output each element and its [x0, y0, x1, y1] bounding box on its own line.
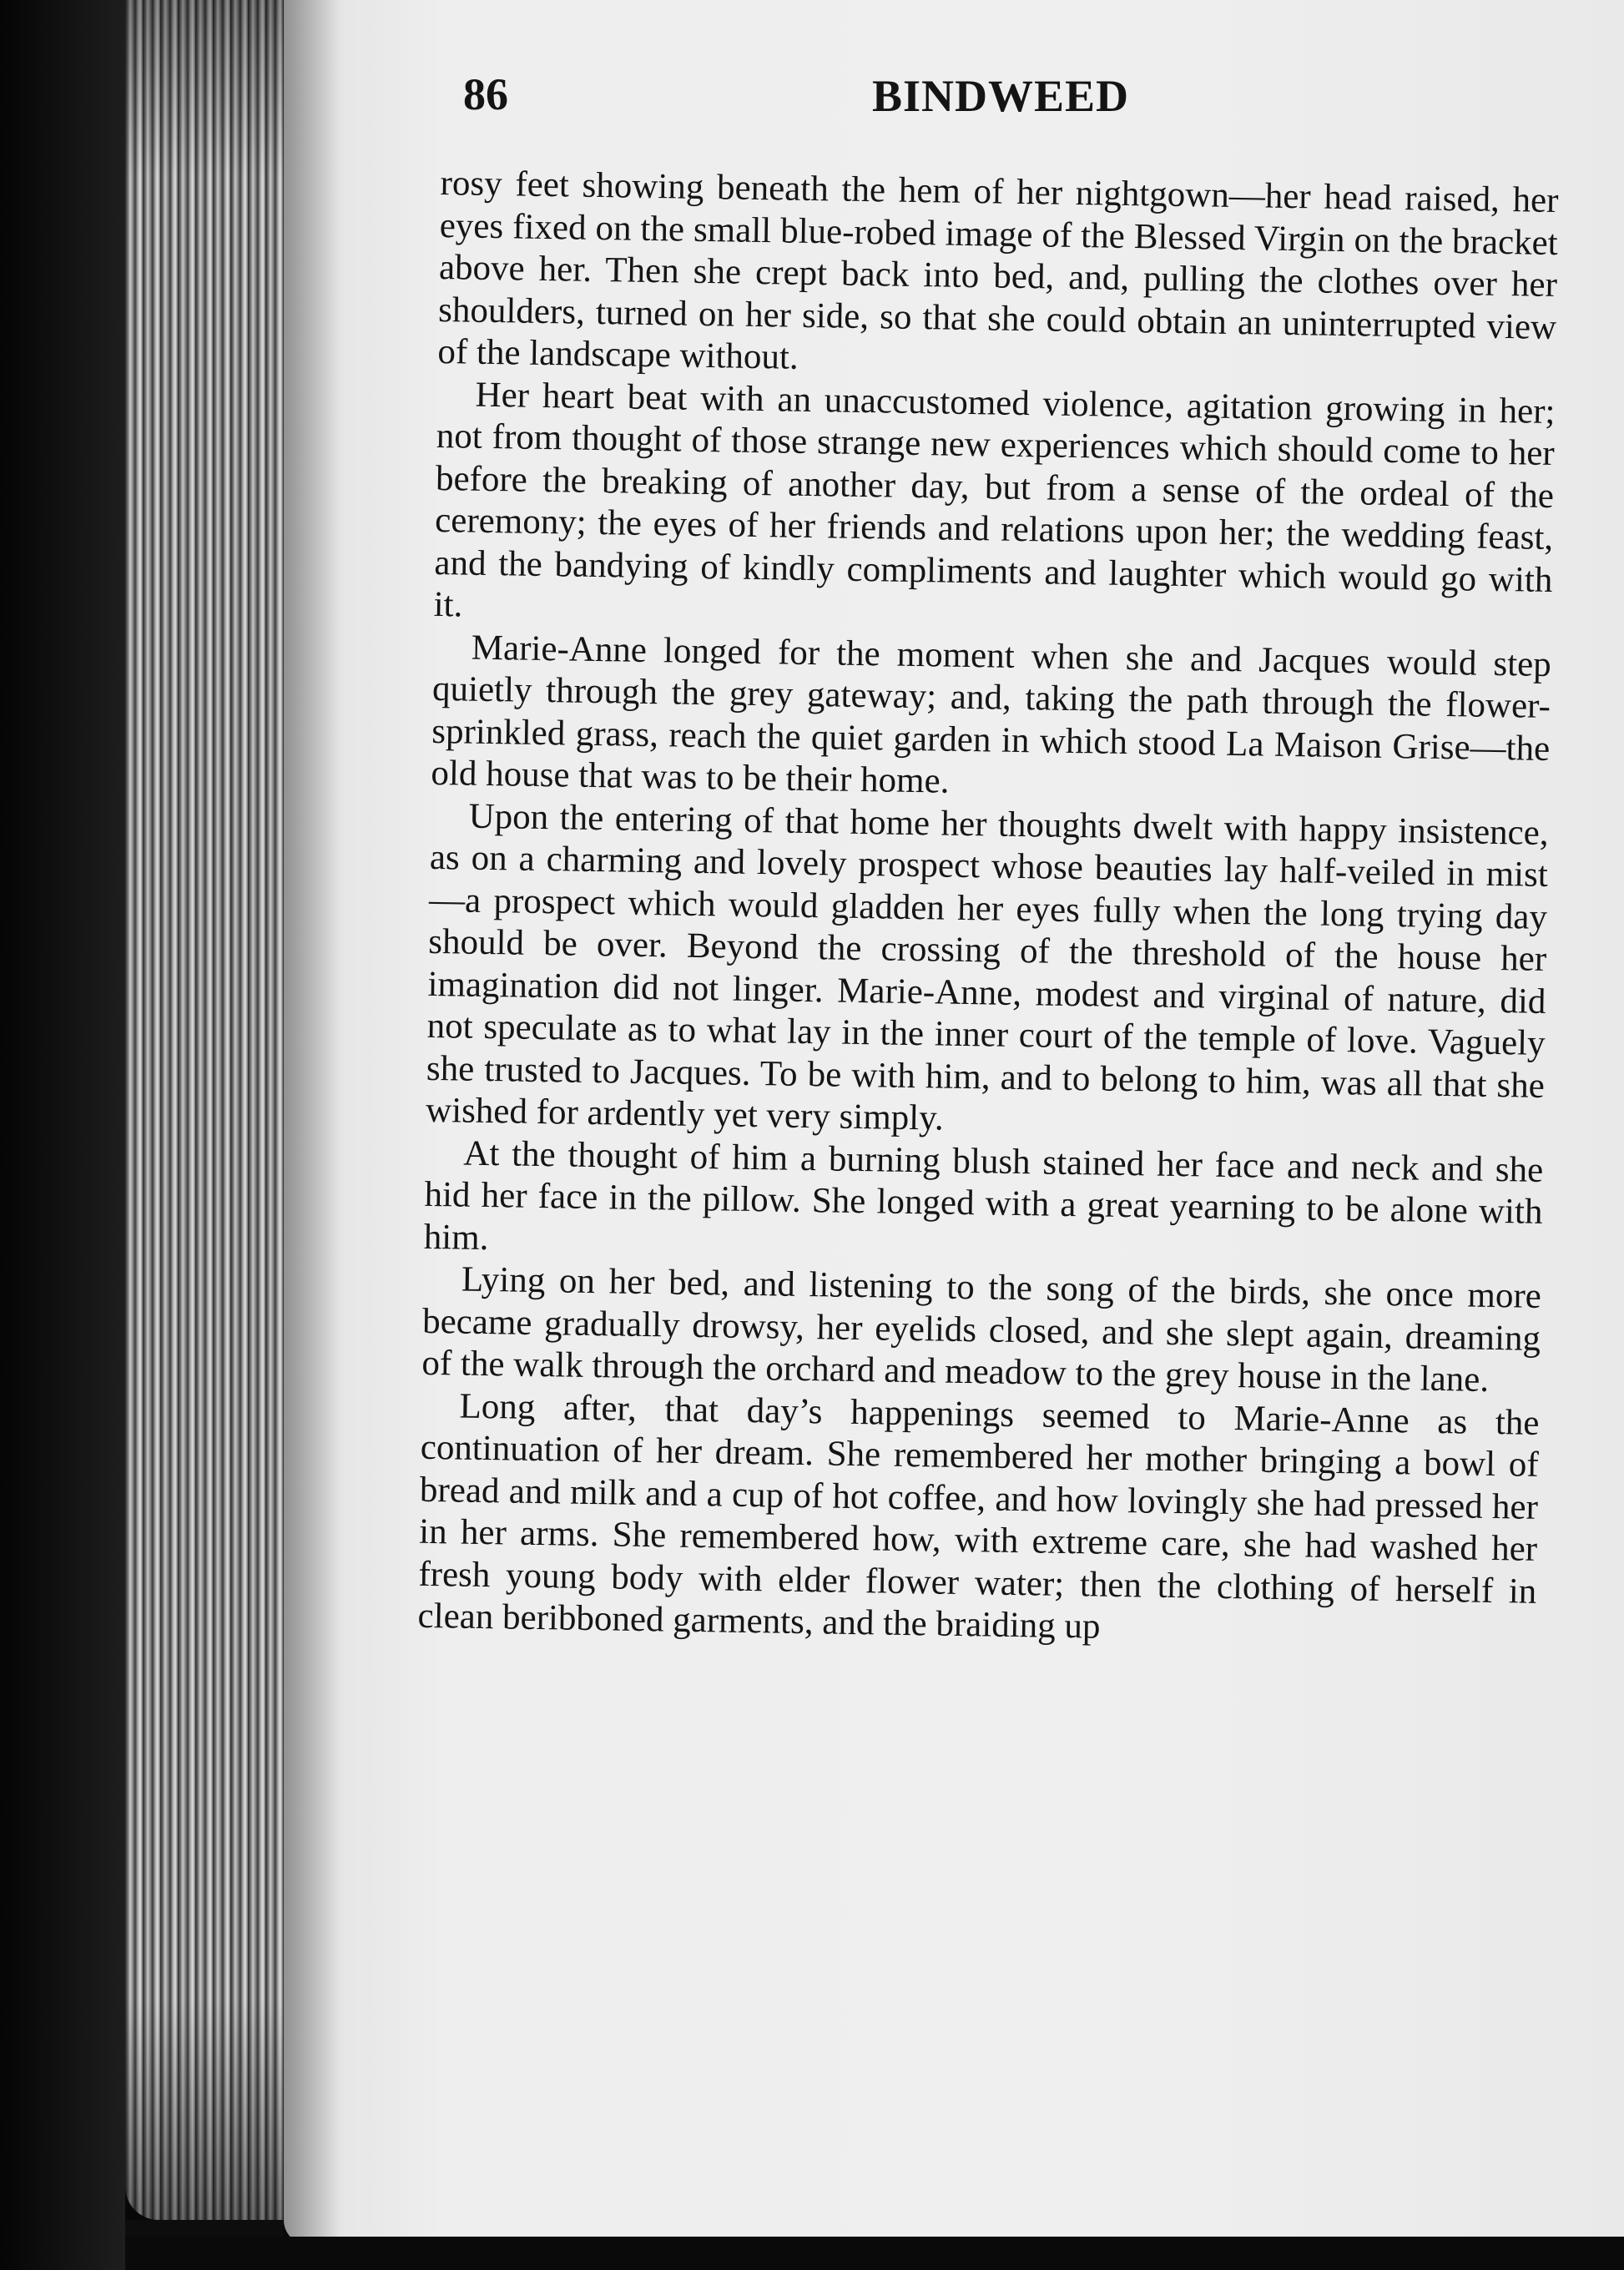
scanner-margin [0, 0, 125, 2270]
paragraph-2: Her heart beat with an unaccustomed violence, agitation growing in her; not from thought of those strange new experiences which should come to her before the breaking of another day, but from a sense of the ordeal of the ceremony; the eyes of her friends and relations upon her; the wedding feast, and the bandying of kindly compliments and laughter which would go with it. [433, 375, 1556, 625]
page-number: 86 [463, 69, 508, 119]
page-header [463, 68, 1573, 144]
paragraph-4: Upon the entering of that home her thoughts dwelt with happy insistence, as on a charming and lovely prospect whose beauties lay half-veiled in mist—a prospect which would gladden her eyes fully when the long trying day should be over. Beyond the crossing of the threshold of the house her imagination did not linger. Marie-Anne, modest and virginal of nature, did not speculate as to what lay in the inner court of the temple of love. Vaguely she trusted to Jacques. To be with him, and to belong to him, was all that she wished for ardently yet very simply. [425, 796, 1549, 1138]
paragraph-1: rosy feet showing beneath the hem of her nightgown—her head raised, her eyes fixed on the small blue-robed image of the Blessed Virgin on the bracket above her. Then she crept back into bed, and, pulling the clothes over her shoulders, turned on her side, so that she could obtain an uninterrupted view of the landscape without. [437, 163, 1559, 377]
body-text [417, 163, 1559, 1655]
running-head: BINDWEED [872, 71, 1130, 121]
paragraph-3: Marie-Anne longed for the moment when she and Jacques would step quietly through the grey gateway; and, taking the path through the flower-sprinkled grass, reach the quiet garden in which stood La Maison Grise—the old house that was to be their home. [431, 628, 1552, 801]
page-edges [125, 0, 296, 2220]
paragraph-7: Long after, that day’s happenings seemed to Marie-Anne as the continuation of her dream. She remembered her mother bringing a bowl of bread and milk and a cup of hot coffee, and how lovingly she had pressed her in her arms. She remembered how, with extreme care, she had washed her fresh young body with elder flower water; then the clothing of herself in clean beribboned garments, and the braiding up [417, 1386, 1540, 1647]
bottom-margin [125, 2237, 1624, 2270]
paragraph-6: Lying on her bed, and listening to the song of the birds, she once more became gradually drowsy, her eyelids closed, and she slept again, dreaming of the walk through the orchard and meadow to the grey house in the lane. [421, 1259, 1542, 1400]
paragraph-5: At the thought of him a burning blush stained her face and neck and she hid her face in the pillow. She longed with a great yearning to be alone with him. [423, 1133, 1544, 1258]
